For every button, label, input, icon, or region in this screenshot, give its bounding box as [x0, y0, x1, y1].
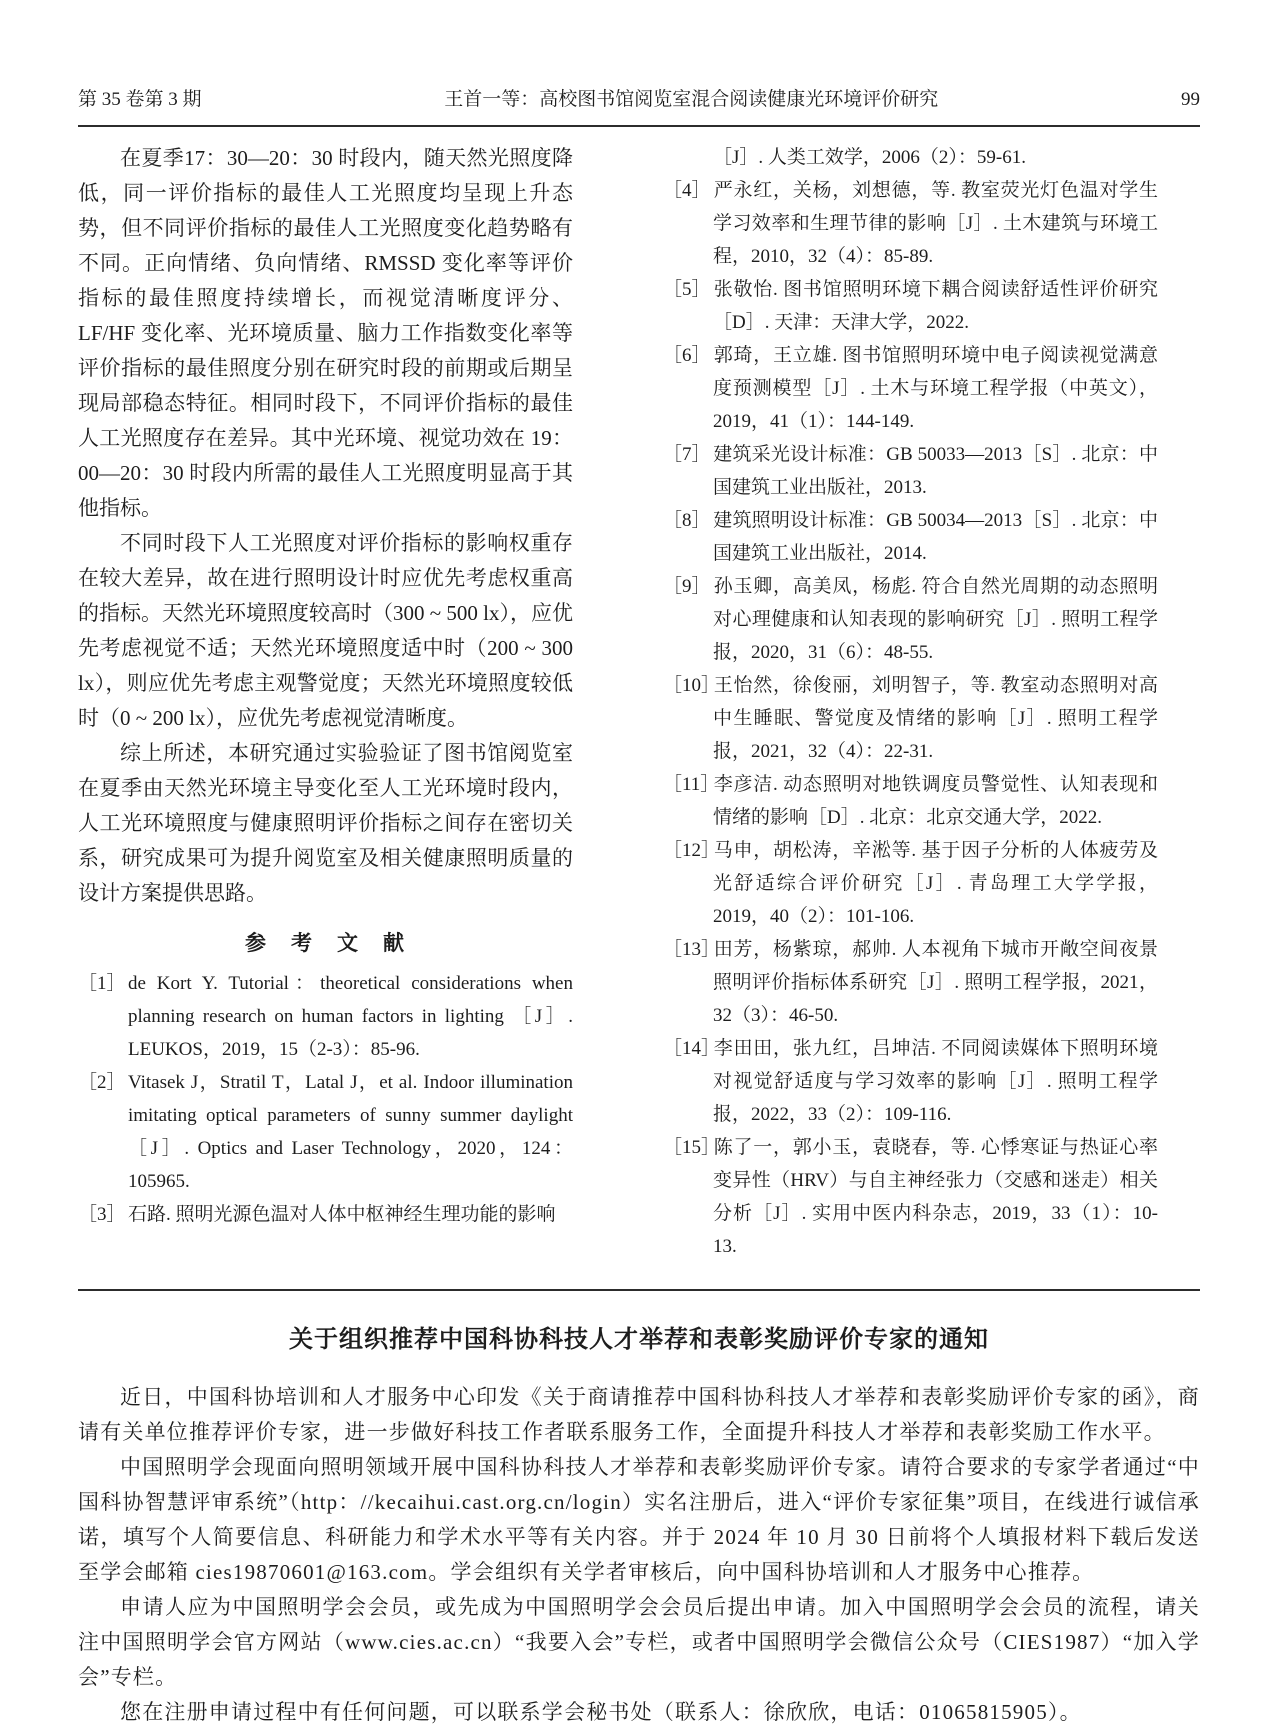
notice-paragraph: 中国照明学会现面向照明领域开展中国科协科技人才举荐和表彰奖励评价专家。请符合要求的专家学者通过“中国科协智慧评审系统”（http：//kecaihui.cast.org.cn/login）实名注册后，进入“评价专家征集”项目，在线进行诚信承诺，填写个人简要信息、科研能力和学术水平等有关内容。并于 2024 年 10 月 30 日前将个人填报材料下载后发送至学会邮箱 cies19870601@163.com。学会组织有关学者审核后，向中国科协培训和人才服务中心推荐。	[78, 1455, 1200, 1584]
reference-item	[78, 1198, 573, 1231]
reference-text: 建筑照明设计标准：GB 50034—2013［S］. 北京：中国建筑工业出版社，2014.	[713, 510, 1158, 564]
reference-item	[663, 174, 1158, 273]
reference-text: 郭琦，王立雄. 图书馆照明环境中电子阅读视觉满意度预测模型［J］. 土木与环境工程学报（中英文），2019，41（1）：144-149.	[713, 345, 1158, 432]
reference-item	[78, 1066, 573, 1198]
reference-item	[78, 967, 573, 1066]
reference-text: 严永红，关杨，刘想德，等. 教室荧光灯色温对学生学习效率和生理节律的影响［J］. 土木建筑与环境工程，2010，32（4）：85-89.	[713, 180, 1158, 267]
page-number: 99	[1181, 89, 1200, 110]
notice-section	[78, 1291, 1200, 1730]
reference-label: ［8］	[663, 510, 711, 531]
reference-item	[663, 339, 1158, 438]
notice-paragraph: 您在注册申请过程中有任何问题，可以联系学会秘书处（联系人：徐欣欣，电话：01065815905）。	[120, 1700, 1082, 1724]
right-column	[663, 141, 1158, 1263]
reference-text: 李田田，张九红，吕坤洁. 不同阅读媒体下照明环境对视觉舒适度与学习效率的影响［J］. 照明工程学报，2022，33（2）：109-116.	[713, 1038, 1158, 1125]
page-header	[78, 88, 1200, 112]
reference-text: 建筑采光设计标准：GB 50033—2013［S］. 北京：中国建筑工业出版社，2013.	[713, 444, 1158, 498]
header-rule	[78, 125, 1200, 127]
paragraph: 在夏季17：30—20：30 时段内，随天然光照度降低，同一评价指标的最佳人工光照度均呈现上升态势，但不同评价指标的最佳人工光照度变化趋势略有不同。正向情绪、负向情绪、RMSSD 变化率等评价指标的最佳照度持续增长，而视觉清晰度评分、LF/HF 变化率、光环境质量、脑力工作指数变化率等评价指标的最佳照度分别在研究时段的前期或后期呈现局部稳态特征。相同时段下，不同评价指标的最佳人工光照度存在差异。其中光环境、视觉功效在 19：00—20：30 时段内所需的最佳人工光照度明显高于其他指标。	[78, 146, 573, 520]
reference-item	[663, 834, 1158, 933]
reference-text: Vitasek J，Stratil T，Latal J，et al. Indoor illumination imitating optical parameters of sunny summer daylight ［J］. Optics and Laser Technology，2020，124：105965.	[128, 1072, 573, 1192]
reference-label: ［5］	[663, 279, 711, 300]
reference-item	[663, 1131, 1158, 1263]
body-paragraphs	[78, 141, 573, 911]
reference-label: ［3］	[78, 1204, 126, 1225]
reference-text: 李彦洁. 动态照明对地铁调度员警觉性、认知表现和情绪的影响［D］. 北京：北京交通大学，2022.	[713, 774, 1158, 828]
reference-item	[663, 768, 1158, 834]
reference-item	[663, 933, 1158, 1032]
reference-text: 陈了一，郭小玉，袁晓春，等. 心悸寒证与热证心率变异性（HRV）与自主神经张力（交感和迷走）相关分析［J］. 实用中医内科杂志，2019，33（1）：10-13.	[713, 1137, 1158, 1257]
reference-label: ［10］	[663, 675, 721, 696]
reference-label: ［2］	[78, 1072, 126, 1093]
reference-text: 王怡然，徐俊丽，刘明智子，等. 教室动态照明对高中生睡眠、警觉度及情绪的影响［J］. 照明工程学报，2021，32（4）：22-31.	[713, 675, 1158, 762]
notice-paragraphs	[78, 1380, 1200, 1730]
reference-item	[663, 570, 1158, 669]
reference-item	[663, 273, 1158, 339]
reference-label: ［12］	[663, 840, 721, 861]
references-left	[78, 967, 573, 1231]
reference-text: 石路. 照明光源色温对人体中枢神经生理功能的影响	[128, 1204, 556, 1225]
reference-text: 孙玉卿，高美凤，杨彪. 符合自然光周期的动态照明对心理健康和认知表现的影响研究［J］. 照明工程学报，2020，31（6）：48-55.	[713, 576, 1158, 663]
reference-item	[663, 438, 1158, 504]
reference-text: 张敬怡. 图书馆照明环境下耦合阅读舒适性评价研究［D］. 天津：天津大学，2022.	[713, 279, 1158, 333]
reference-item	[663, 1032, 1158, 1131]
notice-title: 关于组织推荐中国科协科技人才举荐和表彰奖励评价专家的通知	[289, 1326, 989, 1353]
notice-paragraph: 申请人应为中国照明学会会员，或先成为中国照明学会会员后提出申请。加入中国照明学会会员的流程，请关注中国照明学会官方网站（www.cies.ac.cn）“我要入会”专栏，或者中国照明学会微信公众号（CIES1987）“加入学会”专栏。	[78, 1595, 1200, 1689]
reference-label: ［1］	[78, 973, 126, 994]
running-title: 王首一等：高校图书馆阅览室混合阅读健康光环境评价研究	[444, 89, 939, 110]
reference-label: ［11］	[663, 774, 720, 795]
reference-item	[663, 669, 1158, 768]
reference-continuation: ［J］. 人类工效学，2006（2）：59-61.	[713, 147, 1026, 168]
article-body	[78, 141, 1200, 1263]
paragraph: 综上所述，本研究通过实验验证了图书馆阅览室在夏季由天然光环境主导变化至人工光环境时段内，人工光环境照度与健康照明评价指标之间存在密切关系，研究成果可为提升阅览室及相关健康照明质量的设计方案提供思路。	[78, 741, 573, 905]
reference-text: de Kort Y. Tutorial：theoretical considerations when planning research on human factors in lighting ［J］. LEUKOS，2019，15（2-3）：85-96.	[128, 973, 573, 1060]
left-column	[78, 141, 573, 1263]
reference-label: ［7］	[663, 444, 711, 465]
reference-label: ［14］	[663, 1038, 721, 1059]
reference-text: 马申，胡松涛，辛淞等. 基于因子分析的人体疲劳及光舒适综合评价研究［J］. 青岛理工大学学报，2019，40（2）：101-106.	[713, 840, 1158, 927]
paragraph: 不同时段下人工光照度对评价指标的影响权重存在较大差异，故在进行照明设计时应优先考虑权重高的指标。天然光环境照度较高时（300 ~ 500 lx），应优先考虑视觉不适；天然光环境照度适中时（200 ~ 300 lx），则应优先考虑主观警觉度；天然光环境照度较低时（0 ~ 200 lx），应优先考虑视觉清晰度。	[78, 531, 573, 730]
reference-label: ［9］	[663, 576, 711, 597]
reference-label: ［6］	[663, 345, 711, 366]
reference-label: ［13］	[663, 939, 721, 960]
reference-label: ［15］	[663, 1137, 721, 1158]
reference-label: ［4］	[663, 180, 711, 201]
references-right	[663, 174, 1158, 1263]
references-heading: 参 考 文 献	[245, 931, 406, 955]
notice-paragraph: 近日，中国科协培训和人才服务中心印发《关于商请推荐中国科协科技人才举荐和表彰奖励评价专家的函》，商请有关单位推荐评价专家，进一步做好科技工作者联系服务工作，全面提升科技人才举荐和表彰奖励工作水平。	[78, 1385, 1200, 1444]
journal-issue: 第 35 卷第 3 期	[78, 89, 202, 110]
reference-item	[663, 504, 1158, 570]
reference-text: 田芳，杨紫琼，郝帅. 人本视角下城市开敞空间夜景照明评价指标体系研究［J］. 照明工程学报，2021，32（3）：46-50.	[713, 939, 1158, 1026]
